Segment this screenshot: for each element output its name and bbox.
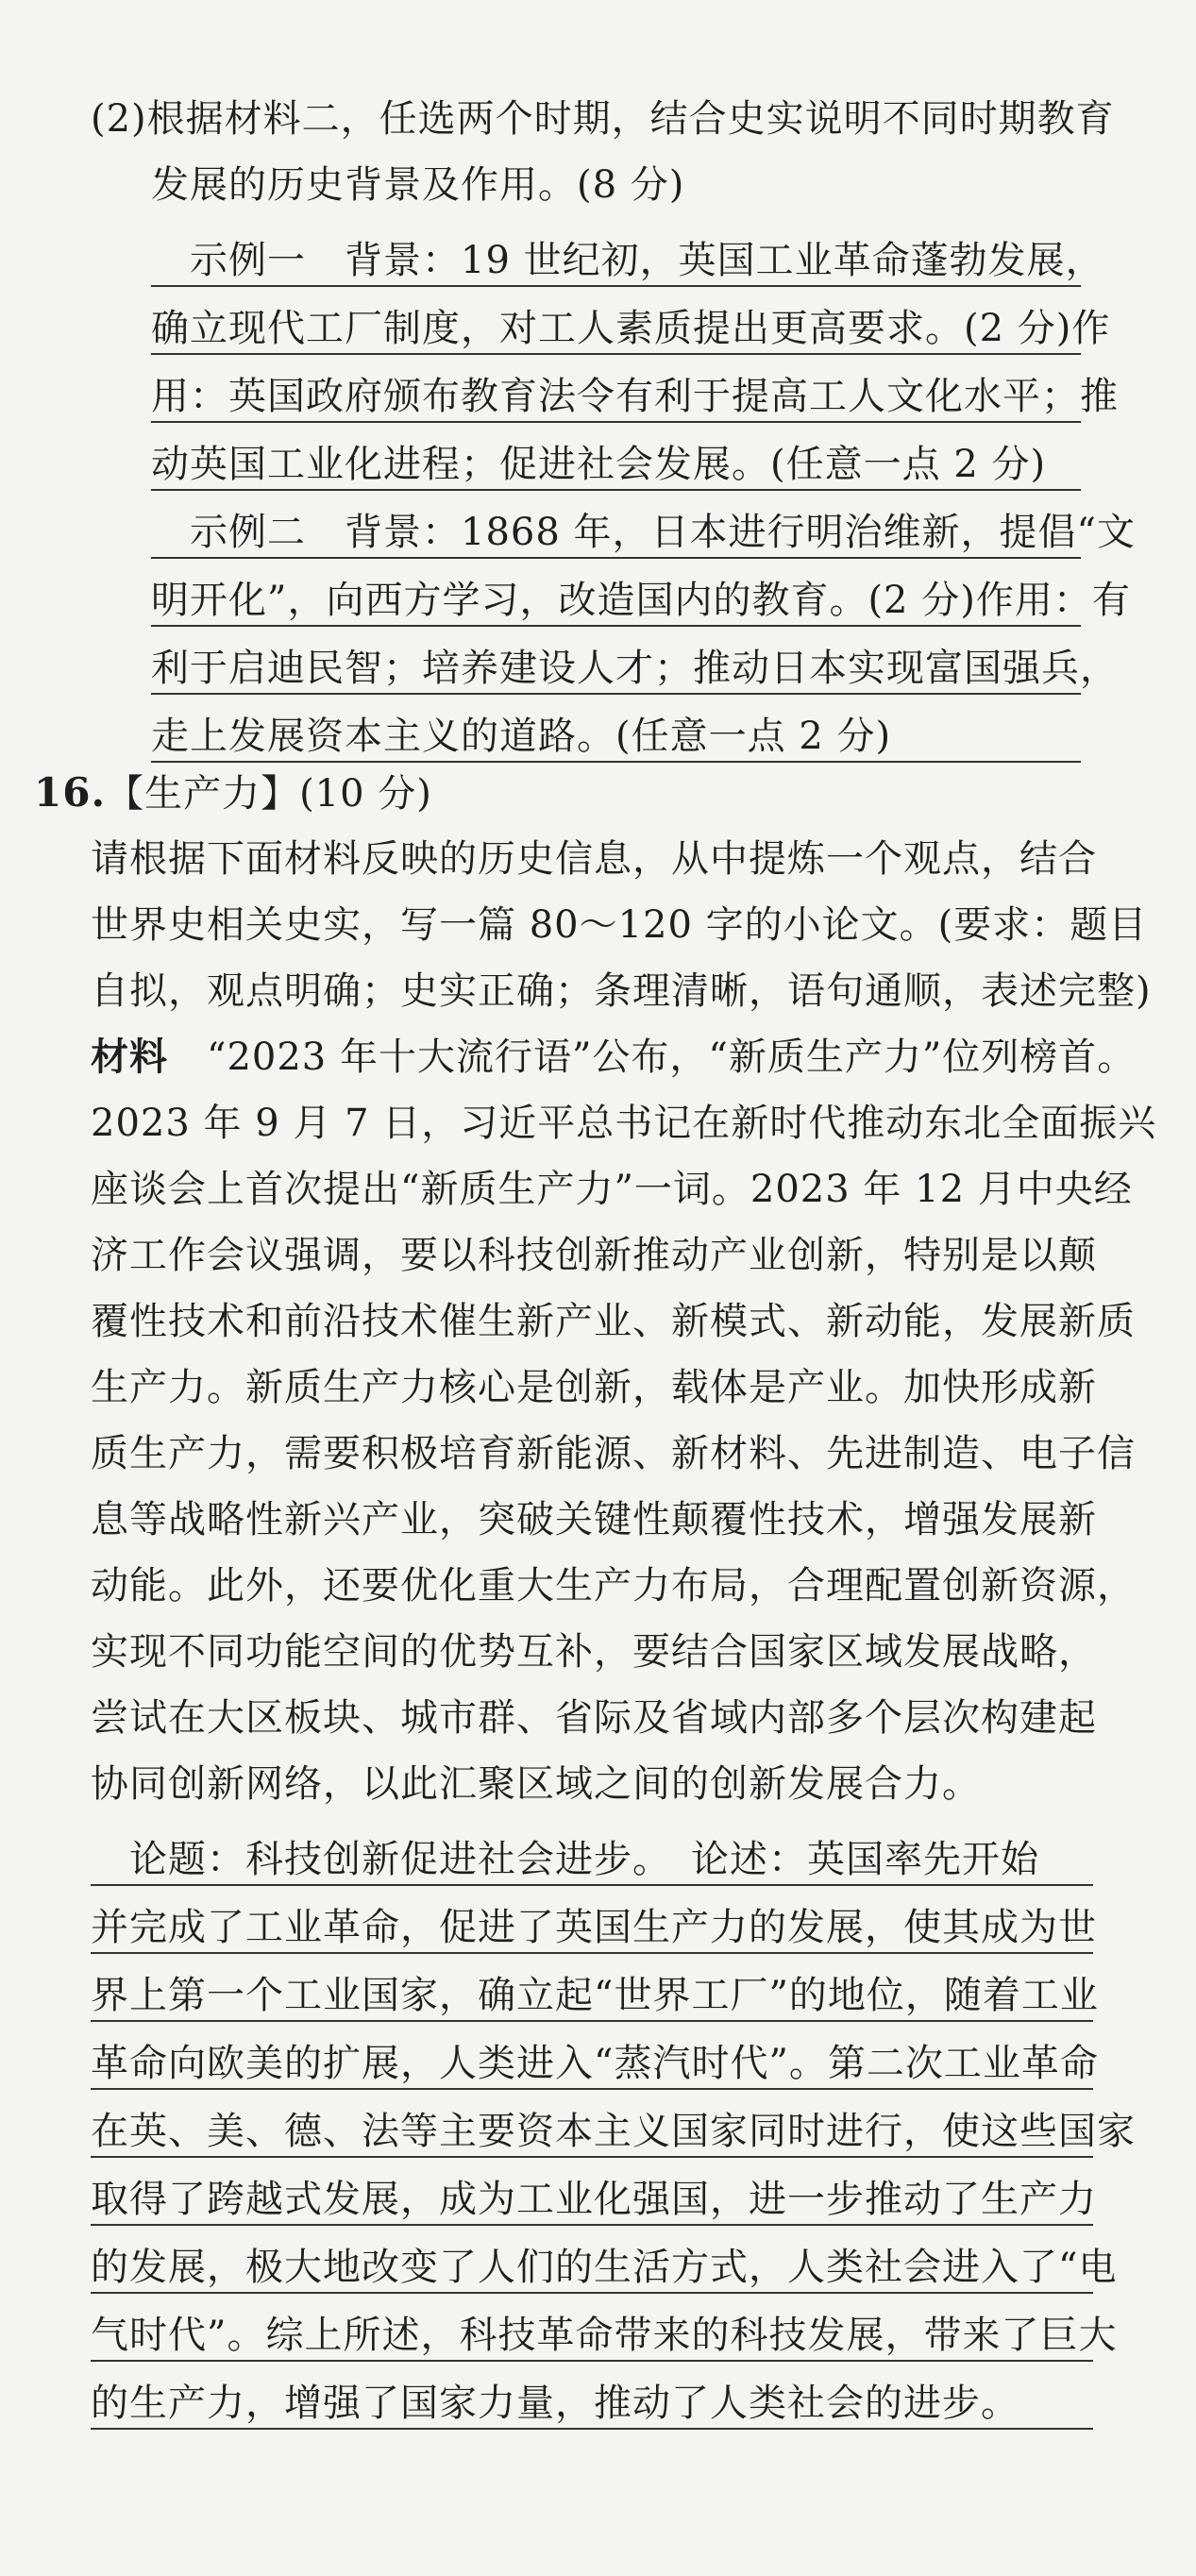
answer-line: 用：英国政府颁布教育法令有利于提高工人文化水平；推 [151, 372, 1081, 423]
answer-line: 气时代”。综上所述，科技革命带来的科技发展，带来了巨大 [91, 2311, 1093, 2362]
prompt-line: 自拟，观点明确；史实正确；条理清晰，语句通顺，表述完整) [91, 969, 1152, 1013]
material-line: 实现不同功能空间的优势互补，要结合国家区域发展战略， [91, 1630, 1097, 1674]
answer-line: 示例二 背景：1868 年，日本进行明治维新，提倡“文 [151, 508, 1081, 559]
material-line: 座谈会上首次提出“新质生产力”一词。2023 年 12 月中央经 [91, 1168, 1133, 1211]
question-title: 【生产力】(10 分) [106, 772, 432, 816]
answer-line: 革命向欧美的扩展，人类进入“蒸汽时代”。第二次工业革命 [91, 2039, 1093, 2090]
answer-line: 走上发展资本主义的道路。(任意一点 2 分) [151, 712, 1081, 763]
answer-line: 示例一 背景：19 世纪初，英国工业革命蓬勃发展， [151, 236, 1081, 287]
prompt-line: 世界史相关史实，写一篇 80～120 字的小论文。(要求：题目 [91, 903, 1148, 947]
material-line: 息等战略性新兴产业，突破关键性颠覆性技术，增强发展新 [91, 1498, 1097, 1541]
question-number: 16. [34, 769, 107, 816]
answer-line: 并完成了工业革命，促进了英国生产力的发展，使其成为世 [91, 1903, 1093, 1954]
answer-line: 的发展，极大地改变了人们的生活方式，人类社会进入了“电 [91, 2243, 1093, 2294]
answer-line: 的生产力，增强了国家力量，推动了人类社会的进步。 [91, 2379, 1093, 2430]
material-line: 动能。此外，还要优化重大生产力布局，合理配置创新资源， [91, 1564, 1136, 1608]
answer-line: 明开化”，向西方学习，改造国内的教育。(2 分)作用：有 [151, 576, 1081, 627]
material-label: 材料 [91, 1035, 168, 1079]
answer-line: 界上第一个工业国家，确立起“世界工厂”的地位，随着工业 [91, 1971, 1093, 2022]
material-line: 济工作会议强调，要以科技创新推动产业创新，特别是以颠 [91, 1234, 1097, 1277]
material-line: 覆性技术和前沿技术催生新产业、新模式、新动能，发展新质 [91, 1300, 1136, 1343]
material-line: 2023 年 9 月 7 日，习近平总书记在新时代推动东北全面振兴 [91, 1102, 1157, 1145]
question-line: 发展的历史背景及作用。(8 分) [151, 163, 685, 207]
material-first-line [91, 1033, 1136, 1082]
answer-line: 动英国工业化进程；促进社会发展。(任意一点 2 分) [151, 440, 1081, 491]
answer-line: 在英、美、德、法等主要资本主义国家同时进行，使这些国家 [91, 2107, 1093, 2158]
material-line: 质生产力，需要积极培育新能源、新材料、先进制造、电子信 [91, 1432, 1136, 1475]
material-line: 协同创新网络，以此汇聚区域之间的创新发展合力。 [91, 1762, 981, 1806]
answer-line: 论题：科技创新促进社会进步。 论述：英国率先开始 [91, 1835, 1093, 1886]
material-line: 生产力。新质生产力核心是创新，载体是产业。加快形成新 [91, 1366, 1097, 1409]
material-text: “2023 年十大流行语”公布，“新质生产力”位列榜首。 [207, 1035, 1137, 1079]
question-heading [34, 768, 432, 818]
answer-line: 利于启迪民智；培养建设人才；推动日本实现富国强兵， [151, 644, 1081, 695]
question-line: (2)根据材料二，任选两个时期，结合史实说明不同时期教育 [91, 97, 1115, 141]
prompt-line: 请根据下面材料反映的历史信息，从中提炼一个观点，结合 [91, 837, 1097, 881]
material-line: 尝试在大区板块、城市群、省际及省域内部多个层次构建起 [91, 1696, 1097, 1740]
answer-line: 取得了跨越式发展，成为工业化强国，进一步推动了生产力 [91, 2175, 1093, 2226]
answer-line: 确立现代工厂制度，对工人素质提出更高要求。(2 分)作 [151, 304, 1081, 355]
